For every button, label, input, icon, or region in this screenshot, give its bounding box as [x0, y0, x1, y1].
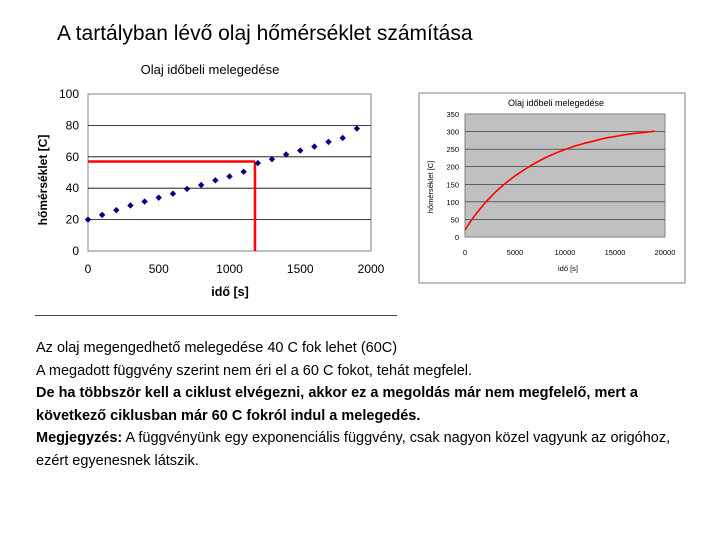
chart-right-ylabel: hőmérséklet [C]: [426, 160, 435, 214]
body-text: [36, 337, 696, 472]
y-tick-label: 300: [446, 127, 459, 137]
x-tick-label: 500: [148, 262, 169, 276]
x-tick-label: 1000: [216, 262, 243, 276]
paragraph-function: A megadott függvény szerint nem éri el a 60 C fokot, tehát megfelel.: [36, 362, 473, 379]
y-tick-label: 100: [58, 87, 79, 101]
y-tick-label: 250: [446, 145, 459, 155]
note-text: A függvényünk egy exponenciális függvény, csak nagyon közel vagyunk az origóhoz, ezért egyenesnek látszik.: [36, 430, 671, 469]
y-tick-label: 0: [454, 233, 459, 242]
x-tick-label: 0: [462, 248, 468, 257]
x-tick-label: 10000: [554, 248, 576, 257]
paragraph-warning: De ha többször kell a ciklust elvégezni, akkor ez a megoldás már nem megfelelő, mert a következő ciklusban már 60 C fokról indul a melegedés.: [36, 385, 638, 424]
y-tick-label: 200: [446, 162, 459, 172]
paragraph-note: [36, 427, 696, 472]
x-tick-label: 0: [84, 262, 92, 276]
y-tick-label: 60: [65, 149, 79, 164]
divider-line: [35, 315, 397, 316]
chart-left-title: Olaj időbeli melegedése: [140, 62, 280, 77]
slide-title: A tartályban lévő olaj hőmérséklet számítása: [57, 22, 473, 45]
chart-right-plot-area: [465, 114, 665, 237]
paragraph-limit: Az olaj megengedhető melegedése 40 C fok lehet (60C): [36, 340, 398, 356]
x-tick-label: 2000: [357, 262, 385, 276]
chart-left-ylabel: hőmérséklet [C]: [36, 134, 50, 226]
y-tick-label: 20: [65, 212, 79, 227]
chart-right-title: Olaj időbeli melegedése: [507, 98, 605, 108]
y-tick-label: 100: [446, 197, 459, 207]
y-tick-label: 350: [446, 110, 459, 119]
chart-left-xlabel: idő [s]: [211, 285, 249, 299]
note-label: Megjegyzés:: [36, 430, 123, 446]
chart-right-xlabel: idő [s]: [557, 264, 579, 273]
y-tick-label: 40: [65, 181, 79, 196]
y-tick-label: 150: [446, 180, 459, 190]
y-tick-label: 80: [65, 118, 79, 133]
x-tick-label: 1500: [286, 262, 314, 276]
y-tick-label: 0: [72, 244, 79, 258]
y-tick-label: 50: [450, 215, 459, 225]
x-tick-label: 20000: [654, 248, 676, 257]
x-tick-label: 5000: [506, 248, 524, 257]
x-tick-label: 15000: [604, 248, 626, 257]
